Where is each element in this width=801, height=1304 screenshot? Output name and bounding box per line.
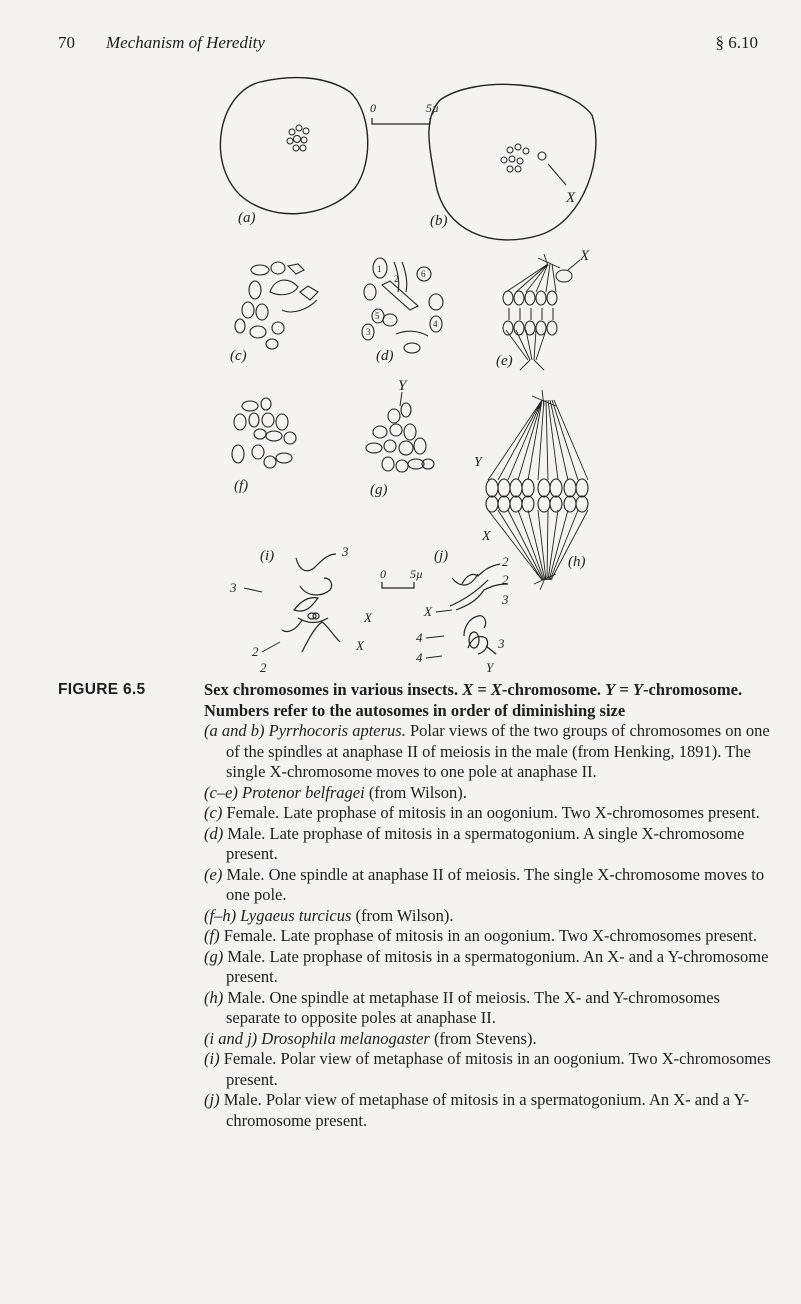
caption-item: (d) Male. Late prophase of mitosis in a spermatogonium. A single X-chromosome present. — [204, 823, 745, 863]
chromosomes-a — [287, 125, 309, 151]
y-pointer-g — [400, 392, 402, 406]
panel-label-f: (f) — [234, 478, 249, 494]
svg-text:3: 3 — [342, 544, 349, 559]
svg-text:0: 0 — [380, 567, 386, 581]
svg-text:0: 0 — [370, 101, 376, 115]
svg-text:X: X — [356, 638, 364, 653]
label-y-g: Y — [398, 378, 407, 394]
caption-intro-text: Sex chromosomes in various insects. X = X-chromosome. Y = Y-chromosome. Numbers refer to the autosomes in order of diminishing size — [204, 680, 743, 720]
svg-text:1: 1 — [377, 264, 382, 274]
svg-text:5: 5 — [375, 311, 380, 321]
running-header — [58, 33, 758, 59]
figure-caption — [58, 680, 773, 1131]
panel-label-h: (h) — [568, 554, 586, 570]
page-number: 70 — [58, 33, 75, 52]
label-x-h: X — [482, 529, 491, 544]
chromosome-drawings — [200, 70, 620, 680]
svg-text:5µ: 5µ — [426, 101, 439, 115]
chromosomes-b — [501, 144, 546, 172]
section-number: § 6.10 — [715, 33, 758, 52]
svg-text:2: 2 — [252, 644, 259, 659]
chromosomes-g — [366, 403, 434, 472]
caption-item: (c) Female. Late prophase of mitosis in an oogonium. Two X-chromosomes present. — [204, 803, 760, 822]
spindle-e — [506, 254, 560, 370]
panel-label-a: (a) — [238, 210, 256, 226]
caption-item: (c–e) Protenor belfragei (from Wilson). — [204, 782, 467, 802]
panel-label-d: (d) — [376, 348, 394, 364]
chromosomes-h — [486, 479, 588, 512]
chromosomes-d — [362, 258, 443, 353]
label-y-h: Y — [474, 455, 482, 470]
label-x-e: X — [580, 248, 590, 264]
caption-item: (j) Male. Polar view of metaphase of mitosis in a spermatogonium. An X- and a Y-chromosome present. — [204, 1090, 750, 1130]
caption-item: (i and j) Drosophila melanogaster (from Stevens). — [204, 1028, 537, 1048]
svg-text:3: 3 — [498, 636, 505, 651]
caption-item: (g) Male. Late prophase of mitosis in a spermatogonium. An X- and a Y-chromosome present. — [204, 946, 769, 986]
panel-label-i: (i) — [260, 548, 275, 564]
x-pointer-e — [568, 260, 580, 270]
chromosomes-f — [232, 398, 296, 468]
panel-label-g: (g) — [370, 482, 388, 498]
chromosomes-e — [503, 270, 572, 335]
figure-6-5 — [200, 70, 620, 680]
svg-text:Y: Y — [486, 660, 494, 675]
caption-item: (h) Male. One spindle at metaphase II of meiosis. The X- and Y-chromosomes separate to opposite poles at anaphase II. — [204, 987, 720, 1027]
svg-text:X: X — [364, 610, 372, 625]
svg-text:4: 4 — [416, 650, 423, 665]
book-title: Mechanism of Heredity — [106, 33, 265, 52]
svg-text:3: 3 — [502, 592, 509, 607]
caption-item: (f–h) Lygaeus turcicus (from Wilson). — [204, 905, 454, 925]
svg-text:4: 4 — [416, 630, 423, 645]
panel-label-j: (j) — [434, 548, 449, 564]
caption-item: (a and b) Pyrrhocoris apterus. Polar views of the two groups of chromosomes on one of the spindles at anaphase II of meiosis in the male (from Henking, 1891). The single X-chromosome moves to one pole at anaphase II. — [204, 721, 770, 781]
labels-j — [416, 554, 509, 675]
svg-text:2: 2 — [394, 274, 399, 284]
svg-text:2: 2 — [502, 554, 509, 569]
panel-label-e: (e) — [496, 353, 513, 369]
svg-text:2: 2 — [260, 660, 267, 675]
caption-item: (f) Female. Late prophase of mitosis in an oogonium. Two X-chromosomes present. — [204, 926, 758, 945]
scale-bar-1 — [370, 101, 439, 124]
svg-text:5µ: 5µ — [410, 567, 423, 581]
svg-text:2: 2 — [502, 572, 509, 587]
svg-text:3: 3 — [366, 327, 371, 337]
labels-i — [229, 544, 373, 675]
label-x-b: X — [566, 190, 576, 206]
panel-label-b: (b) — [430, 213, 448, 229]
caption-item: (e) Male. One spindle at anaphase II of meiosis. The single X-chromosome moves to one pole. — [204, 864, 765, 904]
x-pointer-b — [548, 164, 566, 185]
chromosomes-c — [235, 262, 318, 349]
caption-item: (i) Female. Polar view of metaphase of mitosis in an oogonium. Two X-chromosomes present. — [204, 1049, 771, 1089]
caption-intro — [58, 680, 773, 721]
panel-label-c: (c) — [230, 348, 247, 364]
svg-text:4: 4 — [433, 319, 438, 329]
scale-bar-2 — [380, 567, 423, 588]
svg-text:3: 3 — [230, 580, 237, 595]
figure-label: FIGURE 6.5 — [58, 681, 146, 698]
svg-text:6: 6 — [421, 269, 426, 279]
chromosome-numbers-d — [366, 264, 438, 337]
chromosomes-i — [282, 554, 340, 652]
svg-text:X: X — [424, 604, 432, 619]
